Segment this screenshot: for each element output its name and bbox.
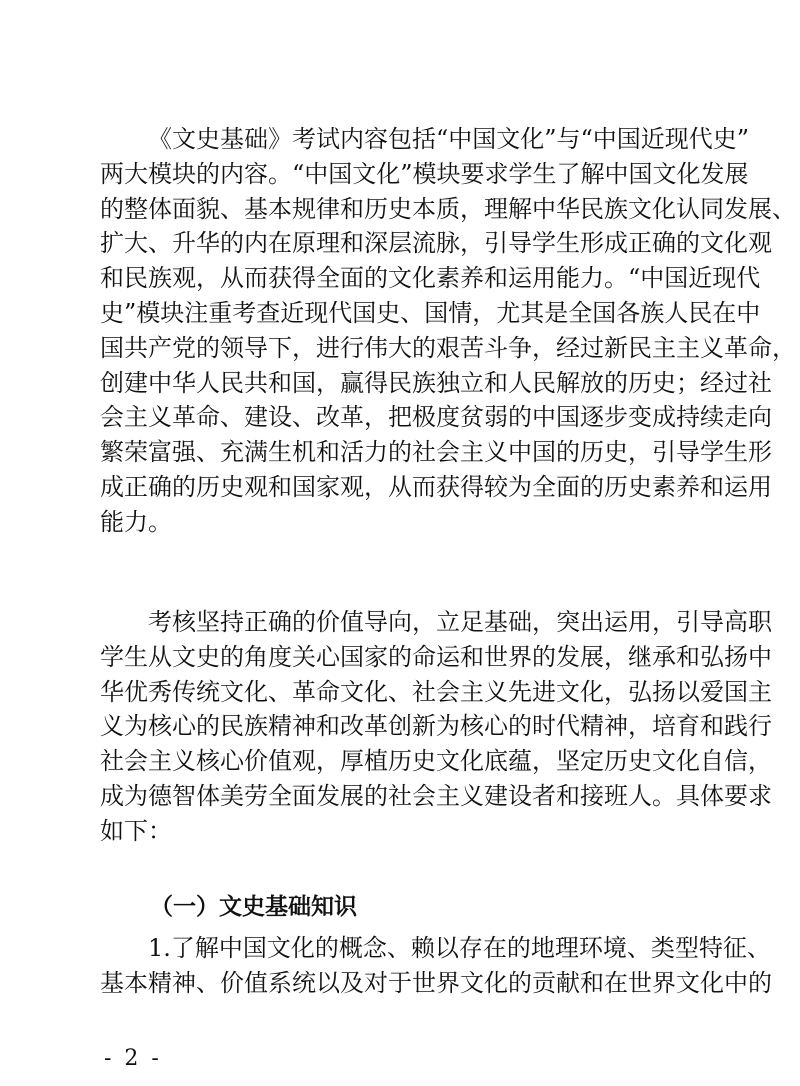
text-line: 华优秀传统文化、革命文化、社会主义先进文化，弘扬以爱国主 (100, 677, 772, 706)
text-line: 成为德智体美劳全面发展的社会主义建设者和接班人。具体要求 (100, 781, 772, 810)
text-line: 繁荣富强、充满生机和活力的社会主义中国的历史，引导学生形 (100, 438, 772, 467)
text-line: 1.了解中国文化的概念、赖以存在的地理环境、类型特征、 (148, 934, 771, 962)
text-line: 史”模块注重考查近现代国史、国情，尤其是全国各族人民在中 (100, 298, 761, 327)
text-line: 扩大、升华的内在原理和深层流脉，引导学生形成正确的文化观 (100, 229, 772, 258)
paragraph-assessment (100, 605, 772, 849)
text-line: 的整体面貌、基本规律和历史本质，理解中华民族文化认同发展、 (100, 194, 796, 223)
paragraph-knowledge (100, 931, 772, 1001)
text-line: 创建中华人民共和国，赢得民族独立和人民解放的历史；经过社 (100, 368, 772, 397)
page-number: - 2 - (104, 1046, 162, 1071)
text-line: 学生从文史的角度关心国家的命运和世界的发展，继承和弘扬中 (100, 642, 772, 671)
text-line: 考核坚持正确的价值导向，立足基础，突出运用，引导高职 (148, 608, 772, 636)
text-line: 和民族观，从而获得全面的文化素养和运用能力。“中国近现代 (100, 264, 761, 293)
text-line: 基本精神、价值系统以及对于世界文化的贡献和在世界文化中的 (100, 968, 772, 997)
text-line: 社会主义核心价值观，厚植历史文化底蕴，坚定历史文化自信， (100, 747, 772, 776)
text-line: 成正确的历史观和国家观，从而获得较为全面的历史素养和运用 (100, 472, 772, 501)
text-line: 会主义革命、建设、改革，把极度贫弱的中国逐步变成持续走向 (100, 403, 772, 432)
section-heading: （一）文史基础知识 (150, 894, 357, 920)
text-line: 国共产党的领导下，进行伟大的艰苦斗争，经过新民主主义革命， (100, 333, 796, 362)
text-line: 两大模块的内容。“中国文化”模块要求学生了解中国文化发展 (100, 159, 749, 188)
text-line: 义为核心的民族精神和改革创新为核心的时代精神，培育和践行 (100, 712, 772, 741)
text-line: 能力。 (100, 507, 172, 536)
paragraph-exam-content (100, 122, 796, 540)
text-line: 如下： (100, 816, 172, 845)
text-line: 《文史基础》考试内容包括“中国文化”与“中国近现代史” (148, 125, 750, 153)
